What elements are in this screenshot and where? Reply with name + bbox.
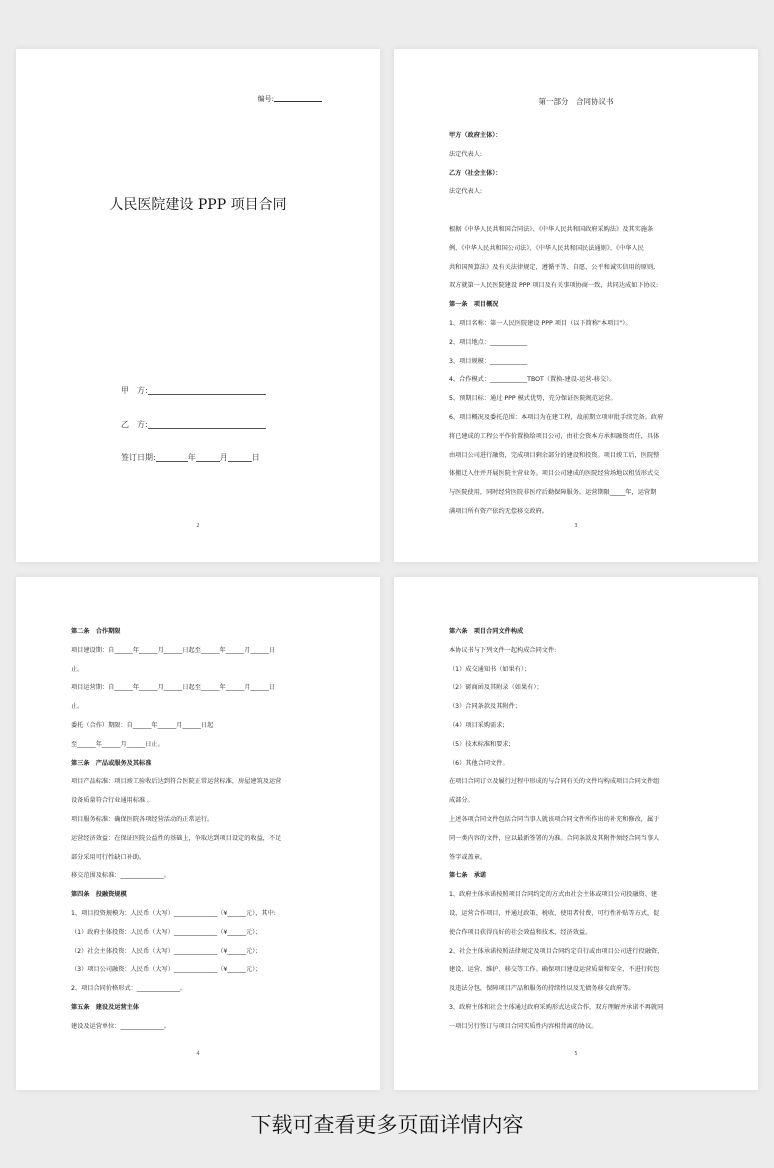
text-line: 将已建成的工程公平作价置换给项目公司，由社会资本方承担融资责任，具体 — [449, 432, 660, 440]
text-line: 委托（合作）期限：自______年______月______日起 — [71, 721, 214, 729]
text-line: 止。 — [71, 703, 84, 711]
page-body — [449, 127, 708, 522]
download-more-banner: 下载可查看更多页面详情内容 — [250, 1113, 524, 1137]
text-line: 例、《中华人民共和国公司法》、《中华人民共和国民法通则》、《中华人民 — [449, 244, 644, 252]
text-line: 双方就第一人民医院建设 PPP 项目及有关事项协商一致，共同达成如下协议: — [449, 282, 659, 290]
page-body — [449, 623, 708, 1037]
text-line: 2、社会主体承诺按照法律规定及项目合同约定自行或由项目公司进行投融资、 — [449, 947, 664, 955]
text-line: 6、项目概况及委托范围：本项目为在建工程，故前期立项审批手续完备。政府 — [449, 413, 664, 421]
text-line: 本协议书与下列文件一起构成合同文件: — [449, 646, 557, 654]
text-line: 成部分。 — [449, 797, 474, 805]
party-a-blank — [148, 385, 266, 395]
text-line: 共和国预算法》及有关法律规定，遵循平等、自愿、公平和诚实信用的原则, — [449, 263, 656, 271]
text-line: 至______年______月______日止。 — [71, 740, 164, 748]
text-line: （6）其他合同文件。 — [449, 759, 509, 767]
day-label: 日 — [251, 453, 260, 462]
clause-heading: 第二条 合作期限 — [71, 628, 121, 635]
text-line: 签字或盖章。 — [449, 853, 487, 861]
cover-page — [16, 49, 380, 562]
month-label: 月 — [219, 453, 228, 462]
text-line: （1）成交通知书（如果有）； — [449, 665, 531, 673]
text-line: 上述各项合同文件包括合同当事人就该项合同文件所作出的补充和修改，属于 — [449, 815, 660, 823]
text-line: （4）项目采购需求; — [449, 721, 505, 729]
text-line: 在项目合同订立及履行过程中形成的与合同有关的文件均构成项目合同文件组 — [449, 778, 660, 786]
text-line: 3、政府主体和社会主体通过政府采购形式达成合作，双方理解并承诺不再就同 — [449, 1003, 664, 1011]
text-line: 2、项目合同价格形式：______________。 — [71, 985, 187, 993]
text-line: 3、项目规模：____________ — [449, 357, 528, 365]
clause-heading: 第三条 产品或服务及其标准 — [71, 759, 152, 767]
text-line: 项目产品标准：项目竣工验收后达到符合医院正常运营标准，房屋建筑及运营 — [71, 778, 282, 786]
serial-number-field — [258, 93, 322, 104]
text-line: 项目运营期：自______年______月______日起至______年______月______日 — [71, 684, 276, 692]
page-body — [71, 623, 330, 1037]
text-line: 满项目所有资产依约无偿移交政府。 — [449, 507, 548, 515]
clause-heading: 第一条 项目概况 — [449, 301, 499, 309]
text-line: 2、项目地点：____________ — [449, 338, 528, 346]
month-blank — [196, 452, 220, 462]
text-line: 1、政府主体承诺按照项目合同约定的方式由社会主体或项目公司投融资、建 — [449, 891, 658, 899]
document-title: 人民医院建设 PPP 项目合同 — [109, 197, 287, 213]
text-line: 建设及运营单位：______________。 — [71, 1022, 170, 1030]
text-line: （1）政府主体投资：人民币（大写）______________（¥______元）； — [71, 928, 262, 936]
text-line: 运营经济效益：在保证医院公益性的基础上，争取达到项目设定的收益，不足 — [71, 834, 282, 842]
day-blank — [228, 452, 252, 462]
sign-date-line — [121, 452, 260, 463]
text-line: 根据《中华人民共和国合同法》、《中华人民共和国政府采购法》及其实施条 — [449, 225, 654, 233]
text-line: 与医院使用，同时经营医院非医疗后勤保障服务。运营期限_____年，运营期 — [449, 489, 657, 497]
text-line: 项目服务标准：确保医院各项经营活动的正常运行。 — [71, 815, 214, 823]
clause-heading: 乙方（社会主体）： — [449, 169, 502, 177]
text-line: （3）项目公司融资：人民币（大写）______________（¥______元）； — [71, 966, 262, 974]
text-line: （2）社会主体投资：人民币（大写）______________（¥______元）； — [71, 947, 262, 955]
text-line: 设、运营合作项目，并通过政策、税收、使用者付费，可行性补贴等方式，促 — [449, 909, 660, 917]
agreement-page-2 — [16, 577, 380, 1090]
text-line: （3）合同条款及其附件； — [449, 703, 521, 711]
text-line: 移交范围及标准：______________。 — [71, 872, 170, 880]
clause-heading: 第四条 投融资规模 — [71, 891, 127, 899]
text-line: 1、项目名称：第一人民医院建设 PPP 项目（以下简称"本项目"）。 — [449, 319, 632, 327]
clause-heading: 第七条 承诺 — [449, 872, 487, 880]
text-line: 法定代表人: — [449, 150, 483, 158]
party-b-label: 乙 方: — [121, 420, 148, 429]
party-b-signature-line — [121, 419, 266, 430]
agreement-page-3 — [394, 577, 758, 1090]
party-a-signature-line — [121, 385, 266, 396]
serial-number-blank — [274, 93, 322, 102]
text-line: 同一类内容的文件，应以最新签署的为准。合同条款及其附件须经合同当事人 — [449, 834, 660, 842]
text-line: 建设、运营、维护、移交等工作。确保项目建设运营质量和安全，不进行转包 — [449, 966, 660, 974]
clause-heading: 第六条 项目合同文件构成 — [449, 628, 524, 635]
text-line — [449, 202, 708, 221]
text-line: 1、项目投资规模为：人民币（大写）______________（¥______元），其中: — [71, 909, 276, 917]
clause-heading: 甲方（政府主体）： — [449, 132, 502, 139]
text-line: 4、合作模式：____________TBOT（置换-建设-运营-移交）。 — [449, 376, 616, 384]
text-line: 使合作项目获得良好的社会效益和技术、经济效益。 — [449, 928, 592, 936]
text-line: （5）技术标准和要求; — [449, 740, 511, 748]
section-heading: 第一部分 合同协议书 — [538, 97, 614, 106]
agreement-page-1 — [394, 49, 758, 562]
year-label: 年 — [187, 453, 196, 462]
serial-number-label: 编号: — [257, 95, 274, 103]
text-line: 项目建设期：自______年______月______日起至______年______月______日 — [71, 646, 276, 654]
page-number: 2 — [196, 523, 200, 529]
year-blank — [156, 452, 188, 462]
text-line: 部分采用可行性缺口补助。 — [71, 853, 146, 861]
party-a-label: 甲 方: — [121, 386, 148, 395]
text-line: 止。 — [71, 665, 84, 673]
page-number: 5 — [574, 1051, 578, 1057]
sign-date-label: 签订日期: — [121, 453, 156, 462]
text-line: 设备质量符合行业通用标准 。 — [71, 797, 154, 805]
text-line: 5、预期目标：通过 PPP 模式优势，充分保证医院规范运营。 — [449, 395, 617, 403]
clause-heading: 第五条 建设及运营主体 — [71, 1003, 140, 1011]
party-b-blank — [148, 419, 266, 429]
page-number: 4 — [196, 1051, 200, 1057]
text-line: 由项目公司进行融资，完成项目剩余部分的建设和投资。项目竣工后，医院整 — [449, 451, 660, 459]
text-line: 及违法分包，保障项目产品和服务的持续性以及无债务移交政府等。 — [449, 985, 635, 993]
text-line: 体搬迁入住并开展医院主营业务。项目公司建成的医院经营场地以租赁形式交 — [449, 470, 660, 478]
text-line: （2）磋商函及其附录（如果有）； — [449, 684, 543, 692]
text-line: 一项目另行签订与项目合同实质性内容相背离的协议。 — [449, 1022, 598, 1030]
page-number: 3 — [574, 523, 578, 529]
text-line: 法定代表人: — [449, 188, 483, 196]
